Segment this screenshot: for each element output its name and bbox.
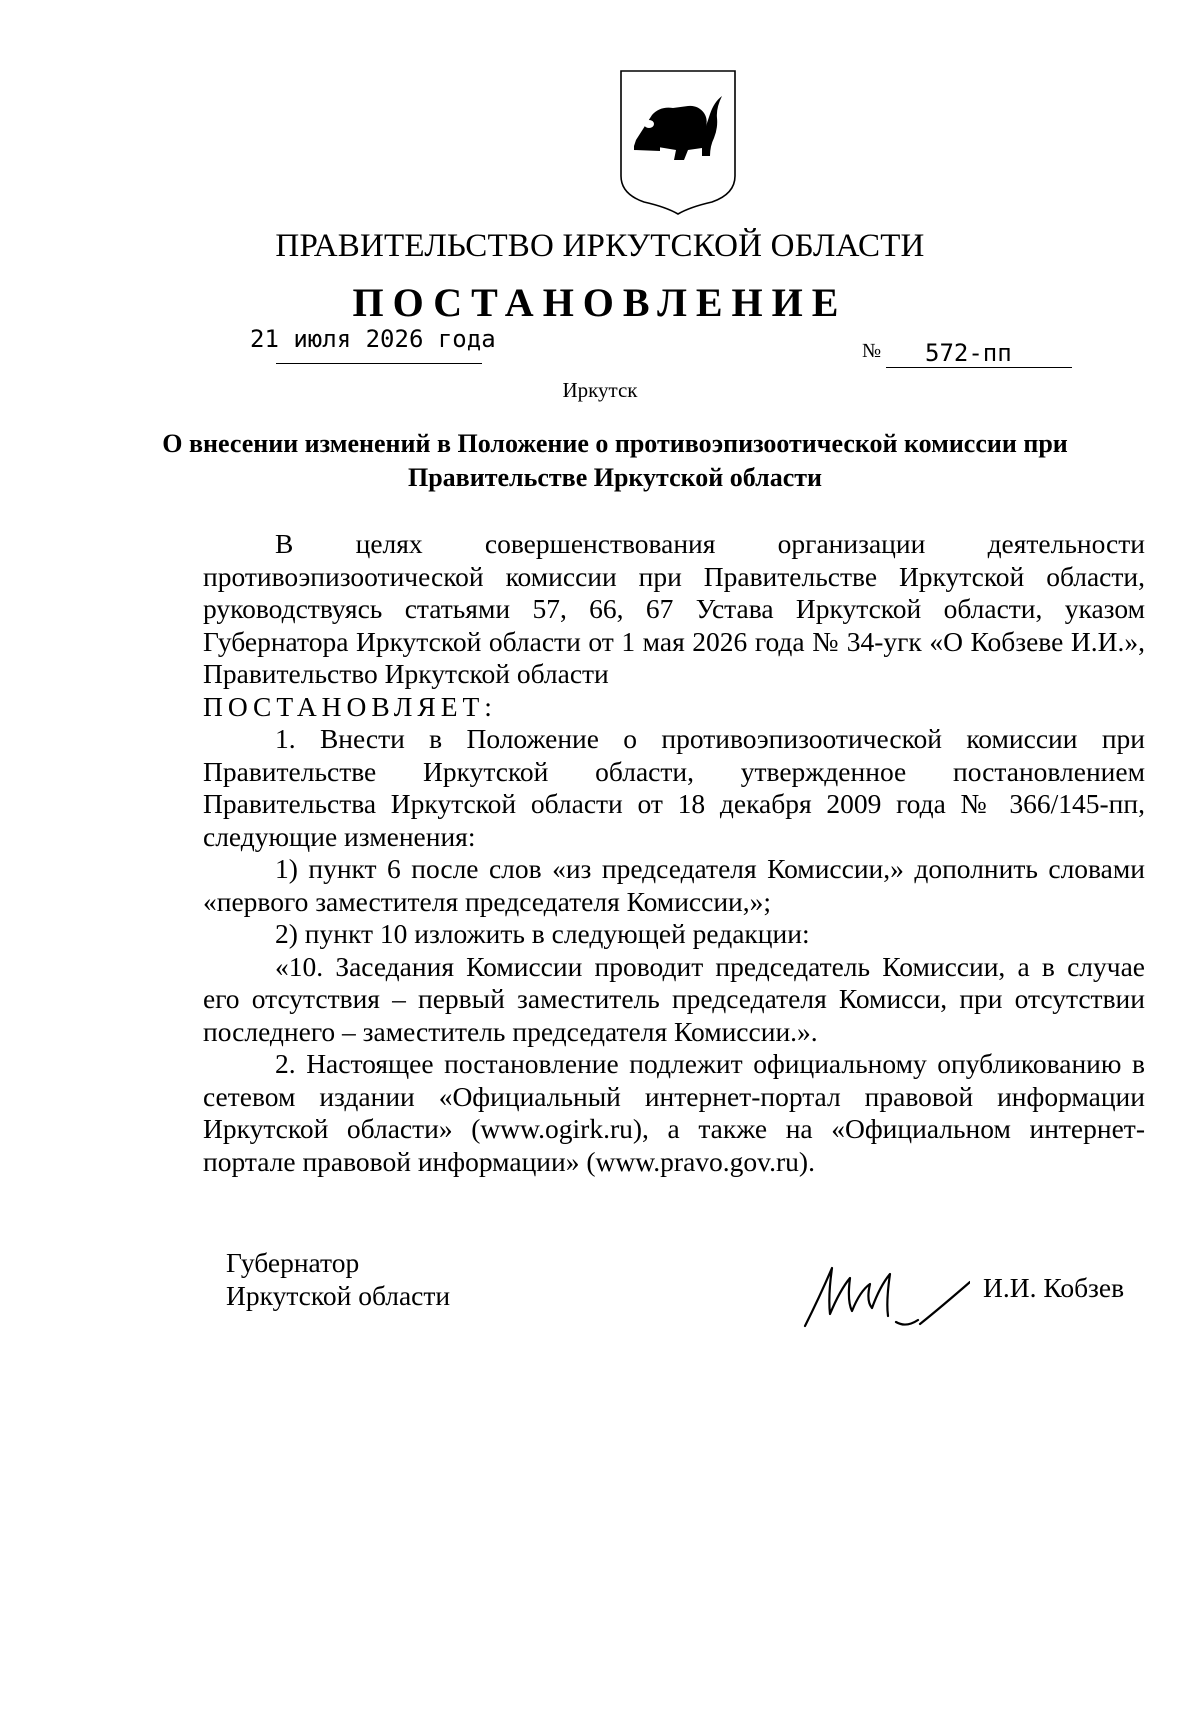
document-number: 572-пп [925, 339, 1012, 367]
handwritten-signature-icon [800, 1256, 970, 1336]
document-type: ПОСТАНОВЛЕНИЕ [352, 280, 848, 325]
document-subject: О внесении изменений в Положение о противоэпизоотической комиссии при Правительстве Иркутской области [162, 429, 1068, 492]
body-paragraph: 2. Настоящее постановление подлежит официальному опубликованию в сетевом издании «Официальный интернет-портал правовой информации Иркутской области» (www.ogirk.ru), а также на «Официальном интернет-портале правовой информации» (www.pravo.gov.ru). [203, 1048, 1145, 1177]
body-paragraph: 2) пункт 10 изложить в следующей редакции: [275, 918, 810, 949]
preamble-paragraph: В целях совершенствования организации деятельности противоэпизоотической комиссии при Правительстве Иркутской области, руководствуясь статьями 57, 66, 67 Устава Иркутской области, указом Губернатора Иркутской области от 1 мая 2026 года № 34-угк «О Кобзеве И.И.», Правительство Иркутской области [203, 528, 1145, 689]
government-name: ПРАВИТЕЛЬСТВО ИРКУТСКОЙ ОБЛАСТИ [275, 228, 925, 264]
body-paragraph: «10. Заседания Комиссии проводит председатель Комиссии, а в случае его отсутствия – первый заместитель председателя Комисси, при отсутствии последнего – заместитель председателя Комиссии.». [203, 950, 1145, 1047]
signer-position-line: Иркутской области [226, 1279, 451, 1311]
signer-position [226, 1247, 450, 1312]
coat-of-arms-icon [618, 68, 738, 215]
resolves-line: ПОСТАНОВЛЯЕТ: [203, 690, 497, 722]
signer-name: И.И. Кобзев [983, 1272, 1125, 1303]
document-date: 21 июля 2026 года [250, 325, 496, 353]
date-underline [276, 363, 482, 364]
number-sign: № [862, 340, 882, 362]
body-paragraph: 1. Внести в Положение о противоэпизоотической комиссии при Правительстве Иркутской области, утвержденное постановлением Правительства Иркутской области от 18 декабря 2009 года № 366/145-пп, следующие изменения: [203, 723, 1145, 852]
document-body [203, 528, 1145, 1178]
number-underline [886, 367, 1072, 368]
body-paragraph: 1) пункт 6 после слов «из председателя Комиссии,» дополнить словами «первого заместителя председателя Комиссии,»; [203, 853, 1145, 917]
signer-position-line: Губернатор [226, 1247, 360, 1278]
document-city: Иркутск [562, 378, 638, 402]
